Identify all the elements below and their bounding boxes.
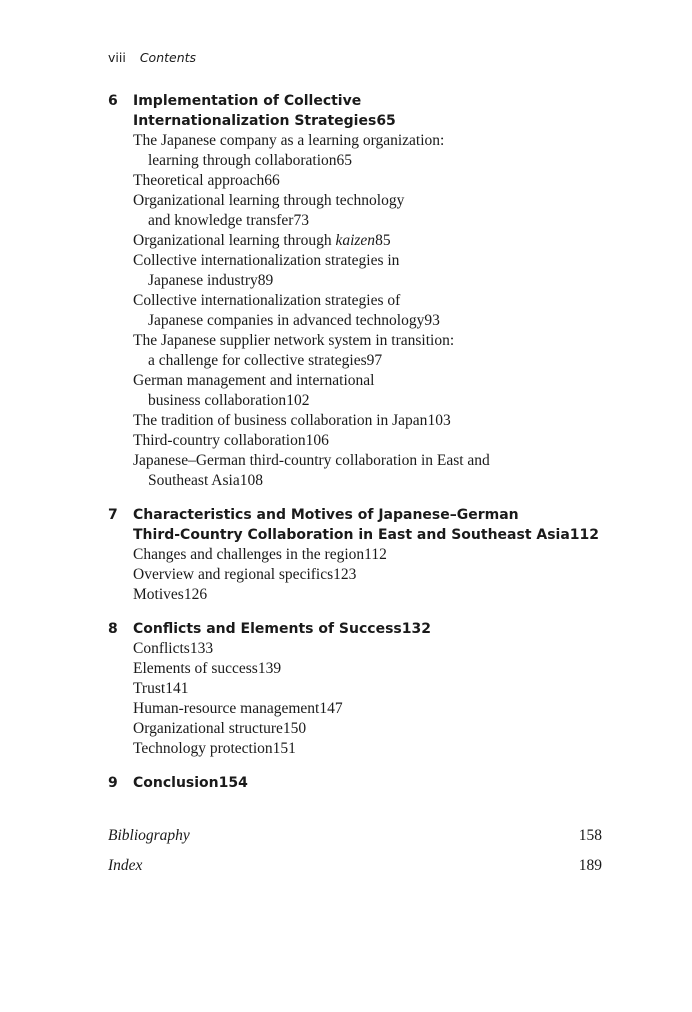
toc-entry-line [133,331,602,351]
toc-entry-text [133,740,273,757]
toc-entry-text [133,232,375,249]
end-matter-index[interactable] [108,856,602,876]
chapter-heading[interactable] [133,773,602,793]
toc-entry-page: 85 [375,232,391,249]
toc-entry-line [133,451,602,471]
toc-entry-line [133,699,602,719]
chapter-number: 9 [108,775,118,791]
toc-entry-line [133,545,602,565]
toc-entry-page: 141 [165,680,189,697]
toc-entry-page: 66 [264,172,280,189]
chapter-number: 8 [108,621,118,637]
toc-entry[interactable] [133,565,602,585]
toc-entry[interactable] [133,451,602,491]
toc-entry-page: 103 [427,412,451,429]
toc-entry-line [133,171,602,191]
toc-entry-title: Organizational learning through [133,232,336,249]
toc-entry-page: 147 [319,700,343,717]
toc-entry-line [133,191,602,211]
toc-entry[interactable] [133,545,602,565]
toc-entry-page: 112 [364,546,387,563]
toc-entry-line [133,131,602,151]
toc-entry-title: Southeast Asia [148,472,240,489]
toc-entry-text [148,352,367,369]
toc-entry-text [133,252,399,269]
running-head-title: Contents [139,50,197,65]
toc-entry-line [133,565,602,585]
bibliography-label: Bibliography [108,827,190,844]
toc-entry-title: Motives [133,586,184,603]
toc-entry-title: The Japanese supplier network system in transition: [133,332,455,349]
toc-entry-text [133,372,374,389]
toc-entry-line [133,251,602,271]
toc-entry-title: Theoretical approach [133,172,265,189]
toc-entry-line [133,151,602,171]
toc-entry-line [133,585,602,605]
index-page: 189 [578,857,602,874]
chapter-title-line [133,111,602,131]
toc-entry-page: 89 [257,272,274,289]
toc-entry-title: Collective internationalization strategies in [133,252,400,269]
toc-entry-text [148,212,293,229]
chapter-title-line [133,505,602,525]
chapter-page: 112 [569,527,600,543]
toc-entry[interactable] [133,191,602,231]
toc-entry-text [148,272,258,289]
chapter-page: 65 [376,113,396,129]
toc-entry-title: learning through collaboration [148,152,337,169]
toc-entry-page: 108 [239,472,263,489]
end-matter-bibliography[interactable] [108,826,602,846]
table-of-contents [108,91,602,807]
bibliography-page: 158 [578,827,602,844]
chapter-heading[interactable] [133,619,602,639]
toc-entry-line [133,391,602,411]
chapter-number: 7 [108,507,118,523]
toc-entry-line [133,211,602,231]
toc-entry-text [133,412,427,429]
toc-entry-title: Third-country collaboration [133,432,306,449]
toc-entry-page: 106 [305,432,329,449]
toc-entry-title: Organizational structure [133,720,283,737]
toc-entry-title: Human-resource management [133,700,320,717]
toc-entry[interactable] [133,371,602,411]
toc-entry-title: Elements of success [133,660,258,677]
toc-entry[interactable] [133,585,602,605]
toc-entry[interactable] [133,659,602,679]
toc-entry-page: 65 [336,152,353,169]
toc-entry-page: 139 [257,660,282,677]
chapter-title-text: Implementation of Collective [133,93,362,109]
toc-entry-title: Trust [133,680,166,697]
toc-entry-text [133,640,190,657]
toc-entry-line [133,371,602,391]
toc-entry-text [133,332,454,349]
chapter-title-line [133,525,602,545]
toc-entry[interactable] [133,231,602,251]
toc-entry-line [133,351,602,371]
toc-entry[interactable] [133,699,602,719]
chapter-6 [108,91,602,491]
toc-entry[interactable] [133,719,602,739]
toc-entry-title: Technology protection [133,740,273,757]
toc-entry-text [133,292,400,309]
page-folio: viii [108,50,126,65]
toc-entry-page: 102 [286,392,310,409]
toc-entry-title: Japanese companies in advanced technology [148,312,425,329]
toc-entry-text [148,152,337,169]
chapter-number: 6 [108,93,118,109]
chapter-title-line [133,619,602,639]
chapter-title-line [133,91,602,111]
chapter-page: 132 [401,621,431,637]
chapter-heading[interactable] [133,91,602,131]
running-head [108,50,196,65]
toc-entry-page: 151 [272,740,296,757]
toc-entry-line [133,719,602,739]
toc-entry-text [133,192,404,209]
toc-entry-text [148,472,240,489]
toc-entry-title: Conflicts [133,640,190,657]
toc-entry[interactable] [133,171,602,191]
toc-entry-line [133,739,602,759]
toc-entry[interactable] [133,251,602,291]
toc-entry-line [133,291,602,311]
toc-entry-title: Overview and regional specifics [133,566,334,583]
toc-entry-text [133,586,184,603]
toc-entry-line [133,431,602,451]
toc-entry-title: Changes and challenges in the region [133,546,365,563]
toc-entry-text [133,566,333,583]
toc-entry-text [133,172,264,189]
chapter-8 [108,619,602,759]
toc-entry[interactable] [133,739,602,759]
toc-entry-page: 93 [424,312,440,329]
index-label: Index [108,857,143,874]
toc-entry-text [133,720,283,737]
chapter-title-text: Characteristics and Motives of Japanese–German [133,507,519,523]
toc-entry-line [133,639,602,659]
toc-entry-text [133,660,258,677]
toc-entry-text [148,392,286,409]
chapter-title-text: Conclusion [133,775,219,791]
toc-entry[interactable] [133,131,602,171]
toc-entry-line [133,679,602,699]
toc-entry-page: 133 [189,640,214,657]
toc-entry-line [133,271,602,291]
toc-entry-title: The tradition of business collaboration in Japan [133,412,428,429]
toc-entry-line [133,231,602,251]
chapter-title-text: Internationalization Strategies [133,113,377,129]
toc-entry-line [133,659,602,679]
toc-entry-line [133,471,602,491]
chapter-title-text: Conflicts and Elements of Success [133,621,402,637]
toc-entry-text [133,452,490,469]
toc-entry[interactable] [133,679,602,699]
toc-entry-text [133,546,364,563]
toc-entry-line [133,411,602,431]
toc-entry[interactable] [133,431,602,451]
toc-entry[interactable] [133,331,602,371]
toc-entry-text [133,132,444,149]
toc-entry-title: Japanese–German third-country collaboration in East and [133,452,490,469]
toc-entry-title: Collective internationalization strategies of [133,292,401,309]
toc-entry-page: 126 [183,586,208,603]
toc-entry-text [133,680,165,697]
toc-entry[interactable] [133,411,602,431]
toc-entry-title: German management and international [133,372,375,389]
toc-entry-page: 123 [333,566,357,583]
toc-entry[interactable] [133,639,602,659]
toc-entry-page: 73 [293,212,309,229]
chapter-title-text: Third-Country Collaboration in East and Southeast Asia [133,527,570,543]
toc-entry[interactable] [133,291,602,331]
chapter-page: 154 [218,775,248,791]
toc-entry-title: business collaboration [148,392,287,409]
toc-entry-page: 150 [282,720,307,737]
chapter-7 [108,505,602,605]
toc-entry-italic: kaizen [335,232,376,249]
toc-entry-text [148,312,424,329]
toc-entry-title: Japanese industry [148,272,258,289]
toc-entry-page: 97 [366,352,383,369]
toc-entry-text [133,700,319,717]
toc-entry-title: Organizational learning through technology [133,192,405,209]
toc-entry-title: a challenge for collective strategies [148,352,367,369]
chapter-heading[interactable] [133,505,602,545]
chapter-9 [108,773,602,793]
chapter-title-line [133,773,602,793]
toc-entry-text [133,432,306,449]
toc-entry-title: and knowledge transfer [148,212,294,229]
toc-entry-line [133,311,602,331]
toc-entry-title: The Japanese company as a learning organization: [133,132,445,149]
